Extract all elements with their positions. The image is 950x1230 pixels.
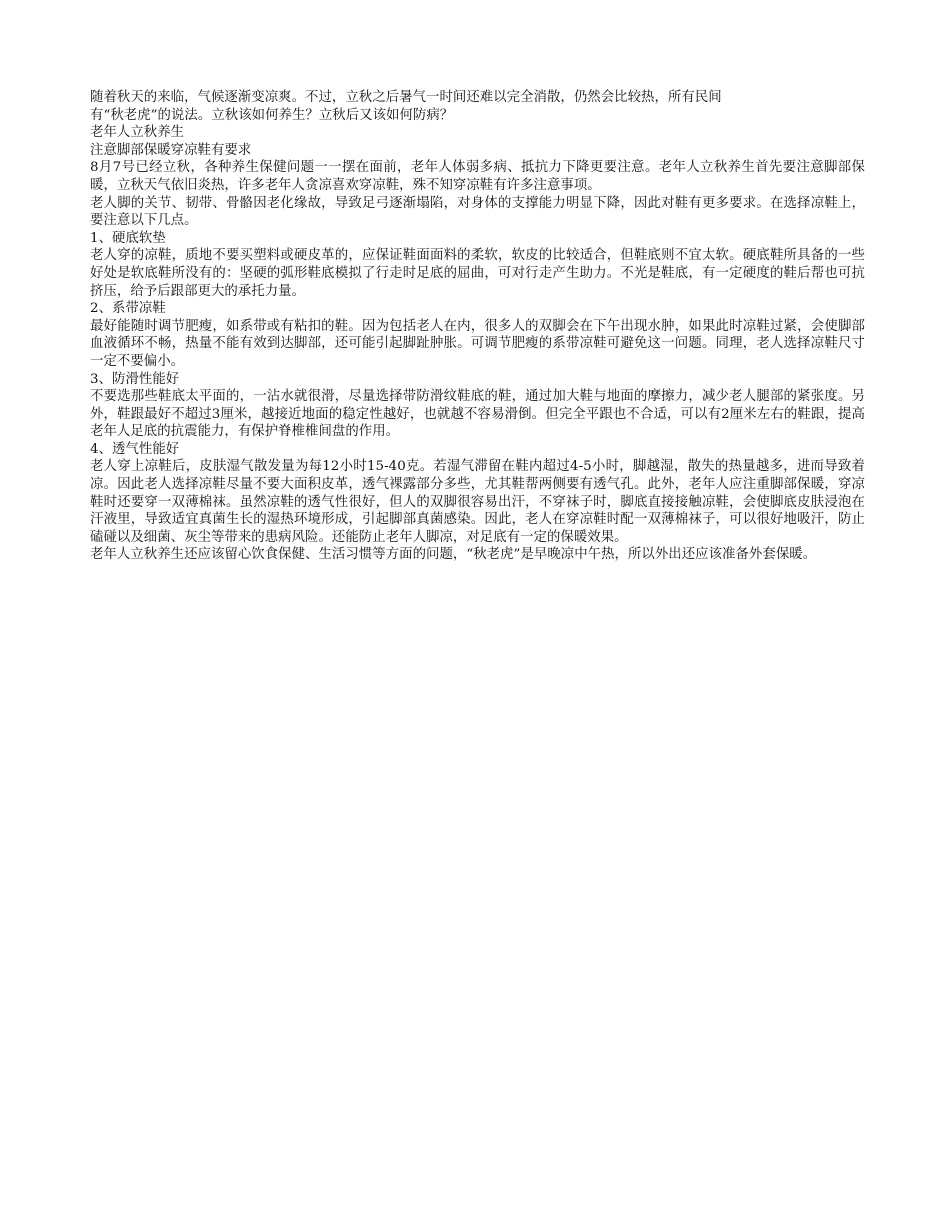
section-title-hard-sole: 1、硬底软垫	[90, 230, 166, 246]
paragraph-foot-aging: 老人脚的关节、韧带、骨骼因老化缘故，导致足弓逐渐塌陷，对身体的支撑能力明显下降，因此对鞋有更多要求。在选择凉鞋上，要注意以下几点。	[90, 195, 865, 229]
section-body-strap-sandals: 最好能随时调节肥瘦，如系带或有粘扣的鞋。因为包括老人在内，很多人的双脚会在下午出现水肿，如果此时凉鞋过紧，会使脚部血液循环不畅，热量不能有效到达脚部，还可能引起脚趾肿胀。可调节肥瘦的系带凉鞋可避免这一问题。同理，老人选择凉鞋尺寸一定不要偏小。	[90, 318, 865, 369]
intro-line-1: 随着秋天的来临，气候逐渐变凉爽。不过，立秋之后暑气一时间还难以完全消散，仍然会比较热，所有民间	[90, 90, 722, 105]
section-body-anti-slip: 不要选那些鞋底太平面的，一沾水就很滑，尽量选择带防滑纹鞋底的鞋，通过加大鞋与地面的摩擦力，减少老人腿部的紧张度。另外，鞋跟最好不超过3厘米，越接近地面的稳定性越好，也就越不容易滑倒。但完全平跟也不合适，可以有2厘米左右的鞋跟，提高老年人足底的抗震能力，有保护脊椎椎间盘的作用。	[90, 389, 865, 440]
article-subheading: 注意脚部保暖穿凉鞋有要求	[90, 142, 252, 158]
section-title-strap-sandals: 2、系带凉鞋	[90, 301, 166, 317]
section-body-breathability: 老人穿上凉鞋后，皮肤湿气散发量为每12小时15-40克。若湿气滞留在鞋内超过4-5小时，脚越湿，散失的热量越多，进而导致着凉。因此老人选择凉鞋尽量不要大面积皮革，透气裸露部分多些，尤其鞋帮两侧要有透气孔。此外，老年人应注重脚部保暖，穿凉鞋时还要穿一双薄棉袜。虽然凉鞋的透气性很好，但人的双脚很容易出汗，不穿袜子时，脚底直接接触凉鞋，会使脚底皮肤浸泡在汗液里，导致适宜真菌生长的湿热环境形成，引起脚部真菌感染。因此，老人在穿凉鞋时配一双薄棉袜子，可以很好地吸汗，防止磕碰以及细菌、灰尘等带来的患病风险。还能防止老年人脚凉，对足底有一定的保暖效果。	[90, 459, 865, 545]
section-body-hard-sole: 老人穿的凉鞋，质地不要买塑料或硬皮革的，应保证鞋面面料的柔软，软皮的比较适合，但鞋底则不宜太软。硬底鞋所具备的一些好处是软底鞋所没有的：坚硬的弧形鞋底模拟了行走时足底的屈曲，可对行走产生助力。不光是鞋底，有一定硬度的鞋后帮也可抗挤压，给予后跟部更大的承托力量。	[90, 248, 865, 299]
paragraph-autumn-start: 8月7号已经立秋，各种养生保健问题一一摆在面前，老年人体弱多病、抵抗力下降更要注意。老年人立秋养生首先要注意脚部保暖，立秋天气依旧炎热，许多老年人贪凉喜欢穿凉鞋，殊不知穿凉鞋有许多注意事项。	[90, 160, 865, 193]
closing-paragraph: 老年人立秋养生还应该留心饮食保健、生活习惯等方面的问题，“秋老虎”是早晚凉中午热，所以外出还应该准备外套保暖。	[90, 547, 817, 563]
section-title-anti-slip: 3、防滑性能好	[90, 371, 180, 387]
intro-line-2: 有“秋老虎”的说法。立秋该如何养生？立秋后又该如何防病？	[90, 107, 454, 123]
article	[90, 89, 865, 564]
article-heading: 老年人立秋养生	[90, 125, 185, 141]
section-title-breathability: 4、透气性能好	[90, 441, 180, 457]
